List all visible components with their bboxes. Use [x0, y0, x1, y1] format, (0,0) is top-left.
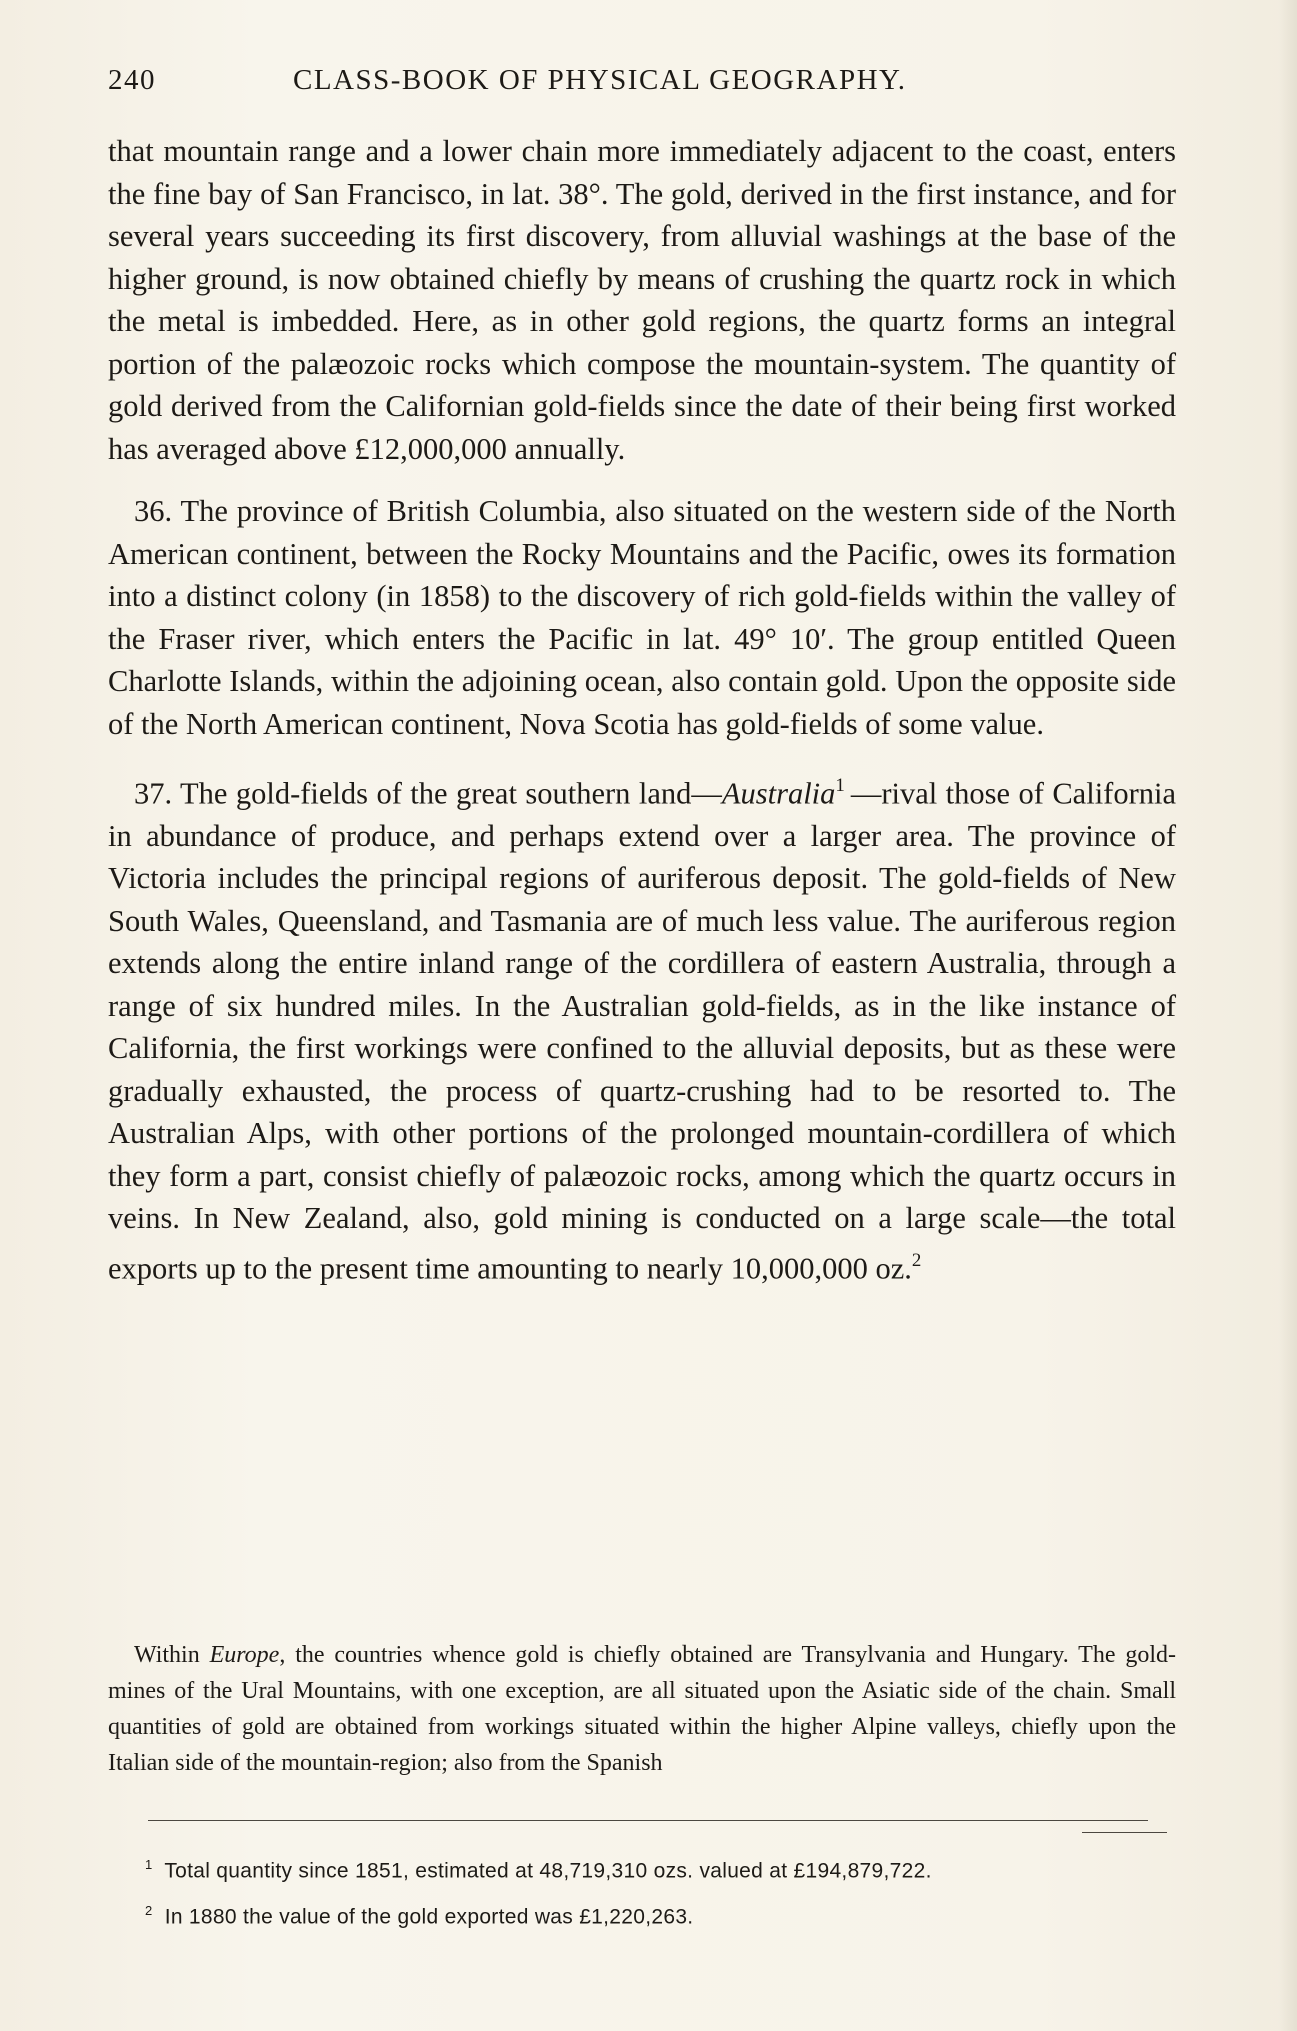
- page-edge-shadow: [1279, 0, 1297, 2031]
- paragraph-number-36: 36.: [134, 494, 173, 528]
- europe-paragraph-end: , the countries whence gold is chiefly obtained are Transylvania and Hungary. The gold-mines of the Ural Mountains, with one exception, are all situated upon the Asiatic side of the chain. Small quantities of gold are obtained from workings situated within the higher Alpine valleys, chiefly upon the Italian side of the mountain-region; also from the Spanish: [108, 1642, 1176, 1776]
- paragraph-37: [108, 765, 1176, 1290]
- europe-paragraph: [108, 1637, 1176, 1781]
- australia-italic: Australia: [721, 776, 836, 811]
- paragraph-37-text-start: The gold-fields of the great southern land—: [180, 776, 722, 811]
- footnote-divider-short: [1082, 1832, 1167, 1833]
- footnote-2: [145, 1891, 1145, 1937]
- footnote-1-mark: 1: [145, 1857, 153, 1872]
- europe-italic: Europe: [209, 1642, 280, 1668]
- footnote-1: [145, 1845, 1145, 1891]
- footnote-2-mark: 2: [145, 1903, 153, 1919]
- paragraph-number-37: 37.: [134, 776, 173, 811]
- footnote-1-text: Total quantity since 1851, estimated at 48,719,310 ozs. valued at £194,879,722.: [164, 1859, 932, 1883]
- running-head: CLASS-BOOK OF PHYSICAL GEOGRAPHY.: [293, 64, 907, 96]
- footnote-divider: [148, 1820, 1148, 1821]
- europe-paragraph-start: Within: [134, 1642, 210, 1668]
- footnotes: [145, 1845, 1145, 1938]
- paragraph-california-continued: that mountain range and a lower chain more immediately adjacent to the coast, enters the fine bay of San Francisco, in lat. 38°. The gold, derived in the first instance, and for several years succeeding its first discovery, from alluvial washings at the base of the higher ground, is now obtained chiefly by means of crushing the quartz rock in which the metal is imbedded. Here, as in other gold regions, the quartz forms an integral portion of the palæozoic rocks which compose the mountain-system. The quantity of gold derived from the Californian gold-fields since the date of their being first worked has averaged above £12,000,000 annually.: [108, 134, 1176, 466]
- paragraph-37-text-end: —rival those of California in abundance of produce, and perhaps extend over a larger area. The province of Victoria includes the principal regions of auriferous deposit. The gold-fields of New South Wales, Queensland, and Tasmania are of much less value. The auriferous region extends along the entire inland range of the cordillera of eastern Australia, through a range of six hundred miles. In the Australian gold-fields, as in the like instance of California, the first workings were confined to the alluvial deposits, but as these were gradually exhausted, the process of quartz-crushing had to be resorted to. The Australian Alps, with other portions of the prolonged mountain-cordillera of which they form a part, consist chiefly of palæozoic rocks, among which the quartz occurs in veins. In New Zealand, also, gold mining is conducted on a large scale—the total exports up to the present time amounting to nearly 10,000,000 oz.: [108, 776, 1176, 1286]
- paragraph-36-text: The province of British Columbia, also situated on the western side of the North American continent, between the Rocky Mountains and the Pacific, owes its formation into a distinct colony (in 1858) to the discovery of rich gold-fields within the valley of the Fraser river, which enters the Pacific in lat. 49° 10′. The group entitled Queen Charlotte Islands, within the adjoining ocean, also contain gold. Upon the opposite side of the North American continent, Nova Scotia has gold-fields of some value.: [108, 494, 1177, 741]
- main-text: [108, 130, 1176, 1290]
- footnote-2-text: In 1880 the value of the gold exported was £1,220,263.: [164, 1905, 694, 1929]
- page-header: [108, 64, 1188, 106]
- page-number: 240: [108, 64, 156, 96]
- footnote-ref-2: 2: [911, 1249, 922, 1271]
- footnote-ref-1: 1: [835, 775, 845, 796]
- paragraph-36: [108, 490, 1176, 745]
